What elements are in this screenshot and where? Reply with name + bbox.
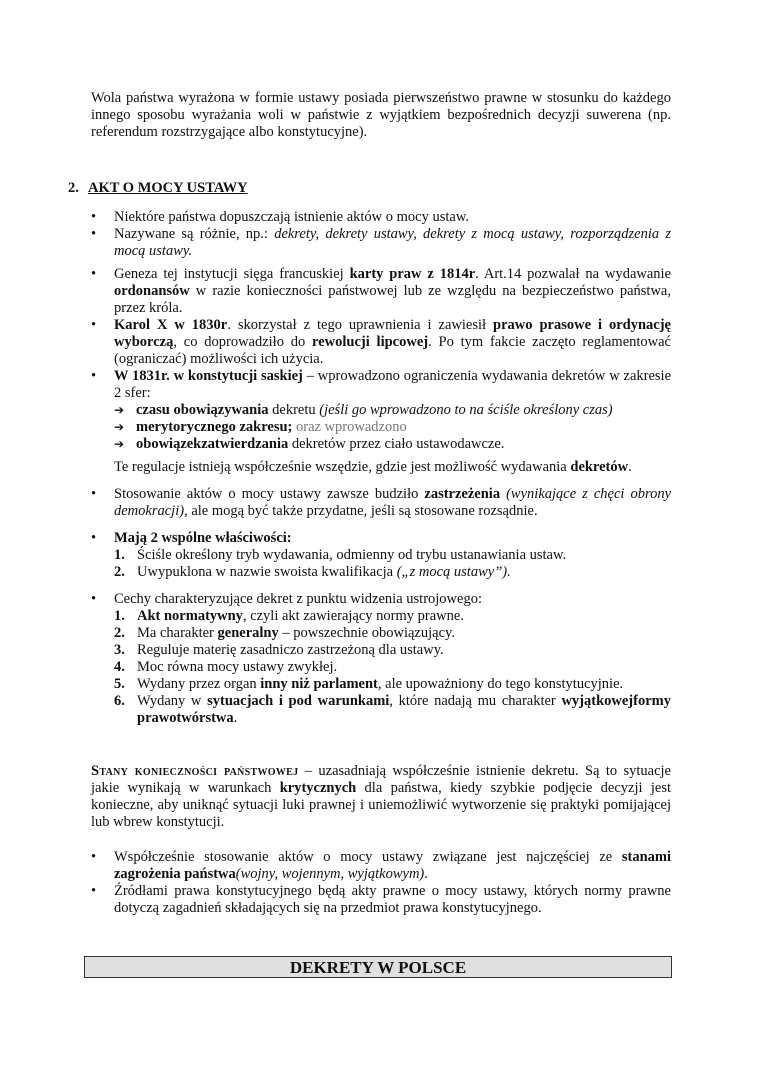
item-text: , ale upoważniony do tego konstytucyjnie. [377, 676, 624, 692]
intro-paragraph: Wola państwa wyrażona w formie ustawy posiada pierwszeństwo prawne w stosunku do każdego innego sposobu wyrażania woli w państwie z wyjątkiem bezpośrednich decyzji suwerena (np. referendum rozstrzygające albo konstytucyjne). [91, 90, 671, 140]
arrow-item [114, 436, 671, 453]
item-bold: dekretów [570, 459, 629, 475]
item-number: 3. [114, 642, 125, 658]
item-bold: sytuacjach i pod warunkami [207, 693, 390, 709]
bullet-icon: • [91, 883, 97, 899]
bullet-icon: • [91, 317, 97, 333]
bullet-icon: • [91, 849, 97, 865]
numbered-item [114, 625, 671, 642]
item-bold: W 1831r. w konstytucji saskiej [114, 368, 303, 384]
bullet-list-main [91, 209, 671, 727]
bullet-icon: • [91, 226, 97, 242]
stany-term: Stany konieczności państwowej [91, 763, 299, 779]
item-text: , ale mogą być także przydatne, jeśli są stosowane rozsądnie. [184, 503, 538, 519]
item-bold: Mają 2 wspólne właściwości: [114, 530, 292, 546]
bullet-icon: • [91, 530, 97, 546]
item-text: dekretów przez ciało ustawodawcze. [288, 436, 505, 452]
section-title: AKT O MOCY USTAWY [88, 180, 248, 196]
item-number: 1. [114, 608, 125, 624]
item-bold: karty praw z 1814r [349, 266, 476, 282]
list-item [91, 849, 671, 883]
item-text: Niektóre państwa dopuszczają istnienie aktów o mocy ustaw. [114, 209, 470, 225]
arrow-right-icon: ➔ [114, 437, 125, 451]
arrow-item [114, 419, 671, 436]
item-bold: czasu obowiązywania [136, 402, 269, 418]
list-item [91, 226, 671, 260]
item-text: Wydany przez organ [137, 676, 261, 692]
item-number: 4. [114, 659, 125, 675]
section-banner: DEKRETY W POLSCE [84, 956, 672, 978]
item-text: Źródłami prawa konstytucyjnego będą akty prawne o mocy ustawy, których normy prawne dotyczą zagadnień składających się na przedmiot prawa konstytucyjnego. [114, 883, 671, 916]
item-bold: inny niż parlament [260, 676, 378, 692]
item-text: Współcześnie stosowanie aktów o mocy ustawy związane jest najczęściej ze [114, 849, 622, 865]
item-text: Te regulacje istnieją współcześnie wszędzie, gdzie jest możliwość wydawania [114, 459, 571, 475]
item-bold: krytycznych [279, 780, 357, 796]
item-text: – uzasadniają współcześnie istnienie dekretu. Są to sytuacje jakie wynikają w warunkach [91, 763, 671, 796]
list-item [91, 530, 671, 581]
item-italic: (jeśli go wprowadzono to na ściśle określony czas) [319, 402, 613, 418]
list-item [91, 368, 671, 476]
item-text: Geneza tej instytucji sięga francuskiej [114, 266, 350, 282]
list-item [91, 266, 671, 317]
item-bold: wyjątkowejformy prawotwórstwa [137, 693, 671, 726]
item-text: Reguluje materię zasadniczo zastrzeżoną dla ustawy. [137, 642, 444, 658]
item-text: Nazywane są różnie, np.: [114, 226, 275, 242]
bullet-icon: • [91, 591, 97, 607]
item-text: Ma charakter [137, 625, 218, 641]
item-text: Cechy charakteryzujące dekret z punktu widzenia ustrojowego: [114, 591, 482, 607]
arrow-right-icon: ➔ [114, 403, 125, 417]
numbered-item [114, 608, 671, 625]
numbered-item [114, 693, 671, 727]
item-text: . [233, 710, 238, 726]
item-bold: rewolucji lipcowej [312, 334, 429, 350]
item-number: 5. [114, 676, 125, 692]
numbered-item [114, 659, 671, 676]
regulation-note [114, 459, 671, 476]
item-text-grey: oraz wprowadzono [292, 419, 407, 435]
arrow-item [114, 402, 671, 419]
numbered-item [114, 564, 671, 581]
item-text: . [628, 459, 632, 475]
item-italic: („z mocą ustawy”). [396, 564, 511, 580]
item-number: 2. [114, 564, 125, 580]
item-text: . skorzystał z tego uprawnienia i zawiesił [227, 317, 494, 333]
stany-paragraph [91, 763, 671, 831]
item-italic: (wojny, wojennym, wyjątkowym) [235, 866, 425, 882]
item-bold: prawo prasowe i ordynację wyborczą [114, 317, 671, 350]
item-number: 2. [114, 625, 125, 641]
bullet-icon: • [91, 266, 97, 282]
item-text: . [424, 866, 428, 882]
item-text: – powszechnie obowiązujący. [278, 625, 455, 641]
item-bold: obowiązekzatwierdzania [136, 436, 289, 452]
item-text: . Po tym fakcie zaczęto reglamentować (ograniczać) możliwości ich użycia. [114, 334, 671, 367]
item-bold: zastrzeżenia [424, 486, 501, 502]
list-item [91, 591, 671, 727]
numbered-item [114, 547, 671, 564]
list-item [91, 486, 671, 520]
bullet-list-final [91, 849, 671, 917]
list-item [91, 209, 671, 226]
item-number: 1. [114, 547, 125, 563]
numbered-item [114, 676, 671, 693]
numbered-item [114, 642, 671, 659]
item-bold: stanami zagrożenia państwa [114, 849, 671, 882]
item-text: dekretu [268, 402, 320, 418]
item-italic: dekrety, dekrety ustawy, dekrety z mocą ustawy, rozporządzenia z mocą ustawy. [114, 226, 671, 259]
item-text: Ściśle określony tryb wydawania, odmienny od trybu ustanawiania ustaw. [137, 547, 567, 563]
item-text: , co doprowadziło do [173, 334, 313, 350]
bullet-icon: • [91, 486, 97, 502]
numbered-list [114, 547, 671, 581]
bullet-icon: • [91, 368, 97, 384]
item-text: w razie konieczności państwowej lub ze względu na bezpieczeństwo państwa, przez króla. [114, 283, 671, 316]
arrow-right-icon: ➔ [114, 420, 125, 434]
item-italic: (wynikające z chęci obrony demokracji) [114, 486, 672, 519]
list-item [91, 883, 671, 917]
item-number: 6. [114, 693, 125, 709]
item-text: Wydany w [137, 693, 208, 709]
item-bold: generalny [217, 625, 279, 641]
numbered-list [114, 608, 671, 727]
list-item [91, 317, 671, 368]
item-text: Uwypuklona w nazwie swoista kwalifikacja [137, 564, 397, 580]
item-text: – wprowadzono ograniczenia wydawania dekretów w zakresie 2 sfer: [114, 368, 671, 401]
item-text: dla państwa, kiedy szybkie podjęcie decyzji jest konieczne, aby uniknąć sytuacji luki prawnej i uniemożliwić wytworzenie się praktyki pomijającej lub wbrew konstytucji. [91, 780, 671, 830]
section-heading [68, 180, 248, 197]
item-bold: Karol X w 1830r [114, 317, 228, 333]
item-text: Stosowanie aktów o mocy ustawy zawsze budziło [114, 486, 425, 502]
item-bold: ordonansów [114, 283, 190, 299]
bullet-icon: • [91, 209, 97, 225]
item-bold: Akt normatywny [137, 608, 243, 624]
item-text: , czyli akt zawierający normy prawne. [242, 608, 464, 624]
item-text: Moc równa mocy ustawy zwykłej. [137, 659, 338, 675]
item-text: . Art.14 pozwalał na wydawanie [475, 266, 672, 282]
item-text: , które nadają mu charakter [389, 693, 562, 709]
item-bold: merytorycznego zakresu; [136, 419, 293, 435]
section-number: 2. [68, 180, 79, 196]
